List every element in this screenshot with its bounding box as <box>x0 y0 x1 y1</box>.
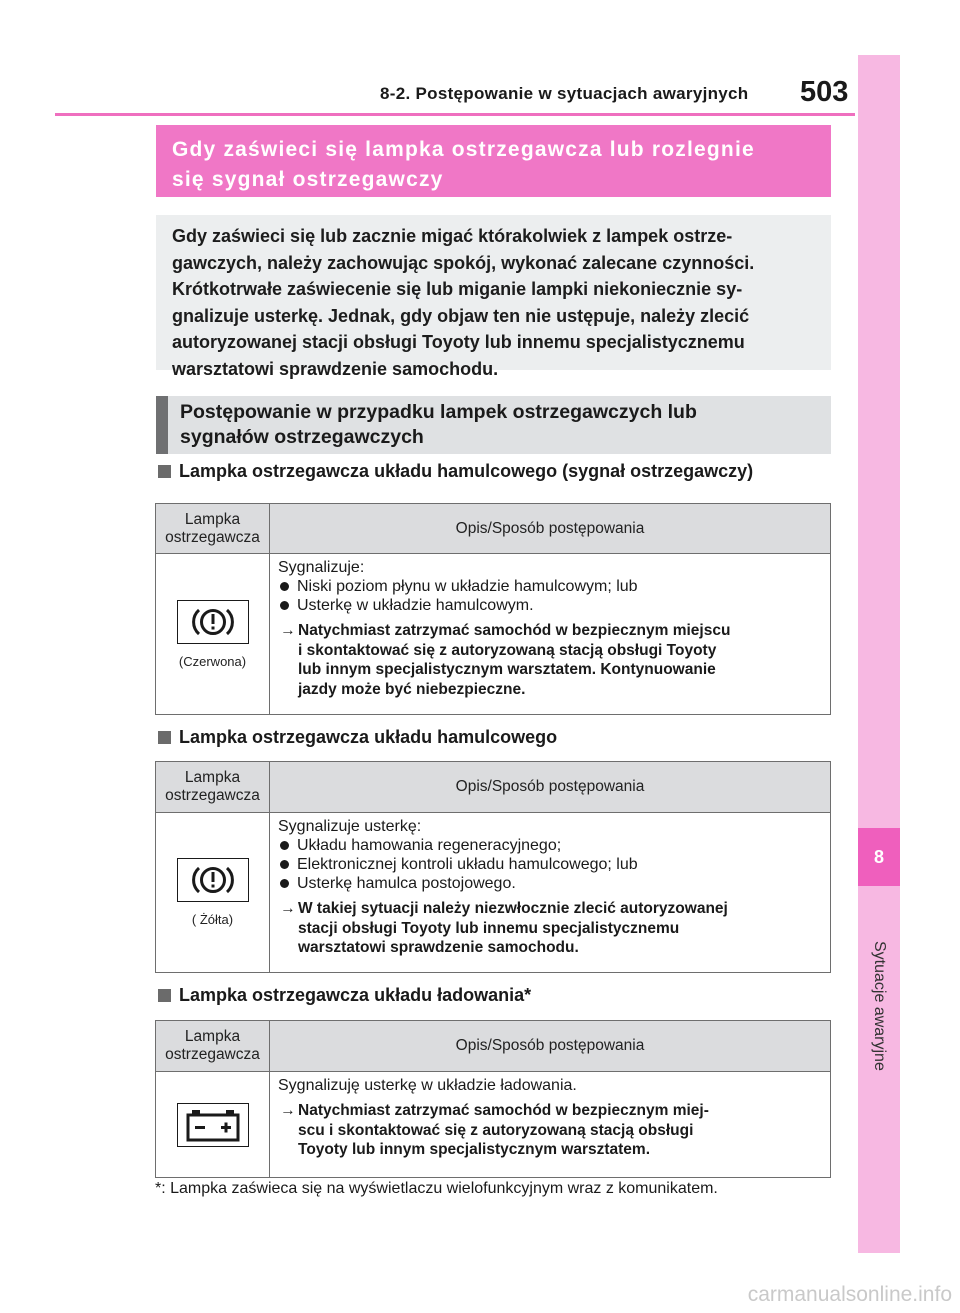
chapter-label: Sytuacje awaryjne <box>871 941 888 1071</box>
intro-line: gnalizuje usterkę. Jednak, gdy objaw ten nie ustępuje, należy zlecić <box>172 305 750 326</box>
square-bullet-icon <box>158 989 171 1002</box>
section-heading-line-2: sygnałów ostrzegawczych <box>180 426 424 448</box>
bullet-icon <box>280 601 289 610</box>
lamp-color-label: ( Żółta) <box>191 912 234 927</box>
arrow-icon: → <box>280 622 296 639</box>
description-cell <box>270 813 831 973</box>
header-title: 8-2. Postępowanie w sytuacjach awaryjnych <box>380 84 749 103</box>
col-header-lamp <box>156 504 270 554</box>
intro-line: autoryzowanej stacji obsługi Toyoty lub innemu specjalistycznemu <box>172 332 745 352</box>
list-item-text: Układu hamowania regeneracyjnego; <box>297 837 562 854</box>
lamp-cell <box>156 813 270 973</box>
col-header-line: ostrzegawcza <box>165 787 260 804</box>
lamp-cell <box>156 554 270 715</box>
description-intro: Sygnalizuję usterkę w układzie ładowania. <box>278 1077 577 1094</box>
intro-line: warsztatowi sprawdzenie samochodu. <box>172 358 499 379</box>
list-item-text: Usterkę hamulca postojowego. <box>297 875 516 892</box>
subheading-text: Lampka ostrzegawcza układu ładowania* <box>179 985 532 1005</box>
description-cell <box>270 554 831 715</box>
list-item <box>278 596 826 615</box>
subheading-brake <box>158 727 557 748</box>
col-header-line: ostrzegawcza <box>165 1046 260 1063</box>
lamp-cell <box>156 1072 270 1178</box>
section-heading-line-1: Postępowanie w przypadku lampek ostrzegawczych lub <box>180 401 697 423</box>
col-header-description: Opis/Sposób postępowania <box>270 762 831 813</box>
header-divider <box>55 113 855 116</box>
col-header-line: Lampka <box>184 1028 241 1045</box>
intro-line: gawczych, należy zachowując spokój, wykonać zalecane czynności. <box>172 252 755 273</box>
action-line: Toyoty lub innym specjalistycznym warsztatem. <box>298 1141 651 1158</box>
arrow-icon: → <box>280 900 296 917</box>
side-tab-strip <box>858 55 900 828</box>
subheading-charging <box>158 985 531 1006</box>
chapter-number-tab[interactable]: 8 <box>858 828 900 886</box>
action-instruction <box>278 899 826 958</box>
section-heading <box>156 396 831 454</box>
description-intro: Sygnalizuje: <box>278 559 365 576</box>
arrow-icon: → <box>280 1102 296 1119</box>
bullet-icon <box>280 582 289 591</box>
action-line: Natychmiast zatrzymać samochód w bezpiecznym miejscu <box>298 622 731 639</box>
footnote: *: Lampka zaświeca się na wyświetlaczu wielofunkcyjnym wraz z komunikatem. <box>155 1180 718 1197</box>
warning-table <box>155 503 831 715</box>
action-instruction <box>278 621 826 699</box>
action-line: Natychmiast zatrzymać samochód w bezpiecznym miej- <box>298 1102 709 1119</box>
list-item-text: Elektronicznej kontroli układu hamulcowego; lub <box>297 856 638 873</box>
warning-table <box>155 761 831 973</box>
col-header-line: Lampka <box>184 769 241 786</box>
action-line: stacji obsługi Toyoty lub innemu specjalistycznemu <box>298 919 680 937</box>
list-item <box>278 836 826 855</box>
action-instruction <box>278 1101 826 1160</box>
intro-line: Krótkotrwałe zaświecenie się lub miganie lampki niekoniecznie sy- <box>172 279 743 299</box>
col-header-description: Opis/Sposób postępowania <box>270 504 831 554</box>
description-intro: Sygnalizuje usterkę: <box>278 818 422 835</box>
battery-icon <box>177 1103 249 1147</box>
col-header-line: ostrzegawcza <box>165 528 260 546</box>
warning-table <box>155 1020 831 1178</box>
intro-line: Gdy zaświeci się lub zacznie migać którakolwiek z lampek ostrze- <box>172 226 733 246</box>
subheading-brake-signal <box>158 461 753 482</box>
action-line: scu i skontaktować się z autoryzowaną stacją obsługi <box>298 1121 694 1139</box>
action-line: jazdy może być niebezpieczne. <box>298 680 526 698</box>
subheading-text: Lampka ostrzegawcza układu hamulcowego <box>179 727 558 747</box>
action-line: warsztatowi sprawdzenie samochodu. <box>298 939 579 956</box>
list-item <box>278 855 826 874</box>
bullet-icon <box>280 860 289 869</box>
square-bullet-icon <box>158 465 171 478</box>
col-header-description: Opis/Sposób postępowania <box>270 1021 831 1072</box>
lamp-color-label: (Czerwona) <box>178 653 247 669</box>
intro-box <box>156 215 831 379</box>
square-bullet-icon <box>158 731 171 744</box>
action-line: i skontaktować się z autoryzowaną stacją obsługi Toyoty <box>298 641 717 659</box>
list-item <box>278 577 826 596</box>
col-header-lamp <box>156 762 270 813</box>
brake-warning-icon <box>177 600 249 644</box>
col-header-line: Lampka <box>184 510 241 528</box>
bullet-icon <box>280 841 289 850</box>
banner-line-2: się sygnał ostrzegawczy <box>172 168 444 191</box>
action-line: lub innym specjalistycznym warsztatem. Kontynuowanie <box>298 661 716 678</box>
description-cell <box>270 1072 831 1178</box>
section-banner <box>156 125 831 197</box>
list-item-text: Niski poziom płynu w układzie hamulcowym; lub <box>297 578 638 595</box>
bullet-icon <box>280 879 289 888</box>
brake-warning-icon <box>177 858 249 902</box>
subheading-text: Lampka ostrzegawcza układu hamulcowego (sygnał ostrzegawczy) <box>179 461 754 481</box>
banner-line-1: Gdy zaświeci się lampka ostrzegawcza lub rozlegnie <box>172 138 755 161</box>
col-header-lamp <box>156 1021 270 1072</box>
watermark: carmanualsonline.info <box>747 1283 952 1306</box>
list-item <box>278 874 826 893</box>
list-item-text: Usterkę w układzie hamulcowym. <box>297 597 534 614</box>
page-number: 503 <box>800 76 849 108</box>
action-line: W takiej sytuacji należy niezwłocznie zlecić autoryzowanej <box>298 900 728 917</box>
